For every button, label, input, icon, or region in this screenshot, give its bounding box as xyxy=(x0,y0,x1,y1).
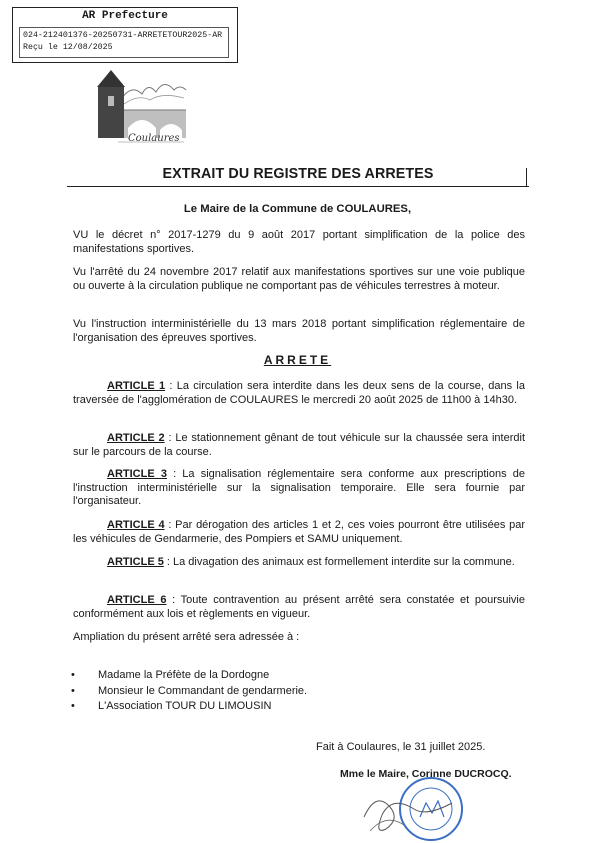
article-1 xyxy=(73,380,525,407)
prefecture-stamp-title: AR Prefecture xyxy=(82,10,168,22)
prefecture-stamp-details xyxy=(19,27,229,58)
considerant-decret: VU le décret n° 2017-1279 du 9 août 2017 portant simplification de la police des manifestations sportives. xyxy=(73,229,525,255)
recipient-item: • Monsieur le Commandant de gendarmerie. xyxy=(71,684,511,700)
place-date: Fait à Coulaures, le 31 juillet 2025. xyxy=(316,741,486,753)
ampliation-intro: Ampliation du présent arrêté sera adressée à : xyxy=(73,631,300,643)
article-5 xyxy=(73,556,525,570)
recipient-item: • Madame la Préfète de la Dordogne xyxy=(71,668,511,684)
article-5-text: : La divagation des animaux est formellement interdite sur la commune. xyxy=(163,556,515,568)
article-1-text: : La circulation sera interdite dans les deux sens de la course, dans la traversée de l'agglomération de COULAURES le mercredi 20 août 2025 de 11h00 à 14h30. xyxy=(73,380,525,406)
title-underline xyxy=(67,186,529,187)
article-3-label: ARTICLE 3 xyxy=(107,468,167,480)
prefecture-stamp-received: Reçu le 12/08/2025 xyxy=(23,43,113,52)
article-5-label: ARTICLE 5 xyxy=(107,556,164,568)
article-3-text: : La signalisation réglementaire sera conforme aux prescriptions de l'instruction interministérielle sur la signalisation temporaire. Elle sera fournie par l'organisateur. xyxy=(73,468,525,508)
arrete-heading: ARRETE xyxy=(263,353,332,367)
prefecture-stamp-ref: 024-212401376-20250731-ARRETETOUR2025-AR xyxy=(23,31,223,40)
document-title: EXTRAIT DU REGISTRE DES ARRETES xyxy=(162,166,434,182)
article-4-label: ARTICLE 4 xyxy=(107,519,165,531)
article-4-text: : Par dérogation des articles 1 et 2, ces voies pourront être utilisées par les véhicules de Gendarmerie, des Pompiers et SAMU uniquement. xyxy=(73,519,525,545)
mairie-seal-with-signature xyxy=(356,773,476,843)
logo-caption: Coulaures xyxy=(128,133,180,144)
article-1-label: ARTICLE 1 xyxy=(107,380,166,392)
article-6-label: ARTICLE 6 xyxy=(107,594,167,606)
article-4 xyxy=(73,519,525,546)
article-2-label: ARTICLE 2 xyxy=(107,432,165,444)
article-6 xyxy=(73,594,525,621)
prefecture-stamp xyxy=(12,7,238,63)
article-2-text: : Le stationnement gênant de tout véhicule sur la chaussée sera interdit sur le parcours de la course. xyxy=(73,432,525,458)
considerant-arrete: Vu l'arrêté du 24 novembre 2017 relatif aux manifestations sportives sur une voie publique ou ouverte à la circulation publique ne comportant pas de véhicules terrestres à moteur. xyxy=(73,266,525,292)
article-2 xyxy=(73,432,525,459)
recipient-item: • L'Association TOUR DU LIMOUSIN xyxy=(71,699,511,715)
signer-name: Mme le Maire, Corinne DUCROCQ. xyxy=(340,768,512,780)
recipients-list xyxy=(71,668,511,715)
considerant-instruction: Vu l'instruction interministérielle du 13 mars 2018 portant simplification réglementaire de l'organisation des épreuves sportives. xyxy=(73,318,525,344)
article-6-text: : Toute contravention au présent arrêté sera constatée et poursuivie conformément aux lois et règlements en vigueur. xyxy=(73,594,525,620)
mayor-line: Le Maire de la Commune de COULAURES, xyxy=(183,203,412,215)
article-3 xyxy=(73,468,525,509)
